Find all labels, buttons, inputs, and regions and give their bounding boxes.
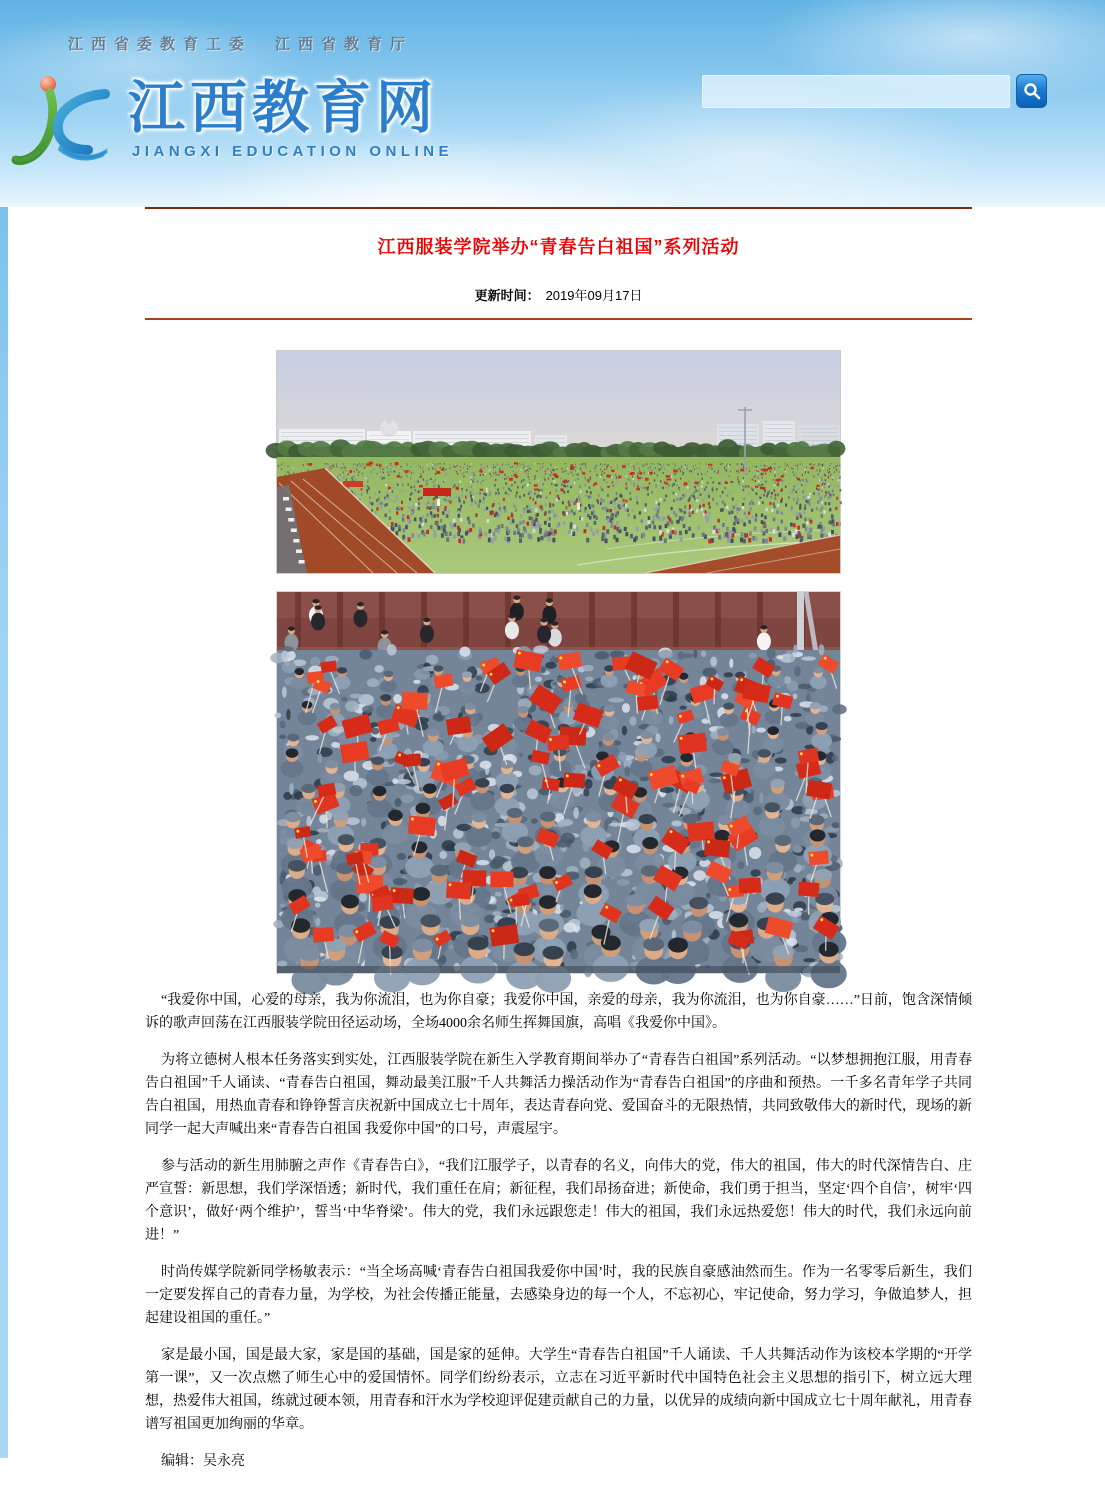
article: [145, 207, 972, 1487]
search-input[interactable]: [702, 75, 1010, 108]
paragraph-4: 时尚传媒学院新同学杨敏表示：“当全场高喊‘青春告白祖国我爱你中国’时，我的民族自豪感油然而生。作为一名零零后新生，我们一定要发挥自己的青春力量，为学校，为社会传播正能量，去感染身边的每一个人，不忘初心，牢记使命，努力学习，争做追梦人，担起建设祖国的重任。”: [145, 1261, 972, 1330]
photo-crowd-flags: [276, 591, 841, 974]
search-button[interactable]: [1016, 74, 1047, 108]
editor-line: 编辑：吴永亮: [145, 1450, 972, 1473]
paragraph-1: “我爱你中国，心爱的母亲，我为你流泪，也为你自豪；我爱你中国，亲爱的母亲，我为你流泪，也为你自豪……”日前，饱含深情倾诉的歌声回荡在江西服装学院田径运动场，全场4000余名师生挥舞国旗，高唱《我爱你中国》。: [145, 989, 972, 1035]
divider-top: [145, 207, 972, 209]
search-icon: [1023, 82, 1041, 100]
site-subtitle: JIANGXI EDUCATION ONLINE: [132, 143, 453, 160]
update-time-value: 2019年09月17日: [546, 288, 643, 303]
article-meta: [145, 285, 972, 304]
divider-meta: [145, 318, 972, 320]
update-time-label: 更新时间：: [475, 288, 540, 303]
org-line: 江西省委教育工委 江西省教育厅: [68, 33, 413, 54]
article-body: [145, 989, 972, 1473]
article-title: 江西服装学院举办“青春告白祖国”系列活动: [145, 237, 972, 257]
paragraph-5: 家是最小国，国是最大家，家是国的基础，国是家的延伸。大学生“青春告白祖国”千人诵读、千人共舞活动作为该校本学期的“开学第一课”，又一次点燃了师生心中的爱国情怀。同学们纷纷表示，立志在习近平新时代中国特色社会主义思想的指引下，树立远大理想，热爱伟大祖国，练就过硬本领，用青春和汗水为学校迎评促建贡献自己的力量，以优异的成绩向新中国成立七十周年献礼，用青春谱写祖国更加绚丽的华章。: [145, 1344, 972, 1436]
paragraph-3: 参与活动的新生用肺腑之声作《青春告白》，“我们江服学子，以青春的名义，向伟大的党，伟大的祖国，伟大的时代深情告白、庄严宣誓：新思想，我们学深悟透；新时代，我们重任在肩；新征程，我们昂扬奋进；新使命，我们勇于担当，坚定‘四个自信’，树牢‘四个意识’，做好‘两个维护’，誓当‘中华脊梁’。伟大的党，我们永远跟您走！伟大的祖国，我们永远热爱您！伟大的时代，我们永远向前进！”: [145, 1155, 972, 1247]
photo-stadium-panorama: [276, 350, 841, 574]
paragraph-2: 为将立德树人根本任务落实到实处，江西服装学院在新生入学教育期间举办了“青春告白祖国”系列活动。“以梦想拥抱江服，用青春告白祖国”千人诵读、“青春告白祖国，舞动最美江服”千人共舞活力操活动作为“青春告白祖国”的序曲和预热。一千多名青年学子共同告白祖国，用热血青春和铮铮誓言庆祝新中国成立七十周年，表达青春向党、爱国奋斗的无限热情，共同致敬伟大的新时代，现场的新同学一起大声喊出来“青春告白祖国 我爱你中国”的口号，声震屋宇。: [145, 1049, 972, 1141]
site-header: [0, 0, 1105, 207]
site-logo-icon: [12, 60, 122, 172]
left-edge-strip: [0, 207, 8, 1458]
site-title: 江西教育网: [128, 62, 438, 144]
